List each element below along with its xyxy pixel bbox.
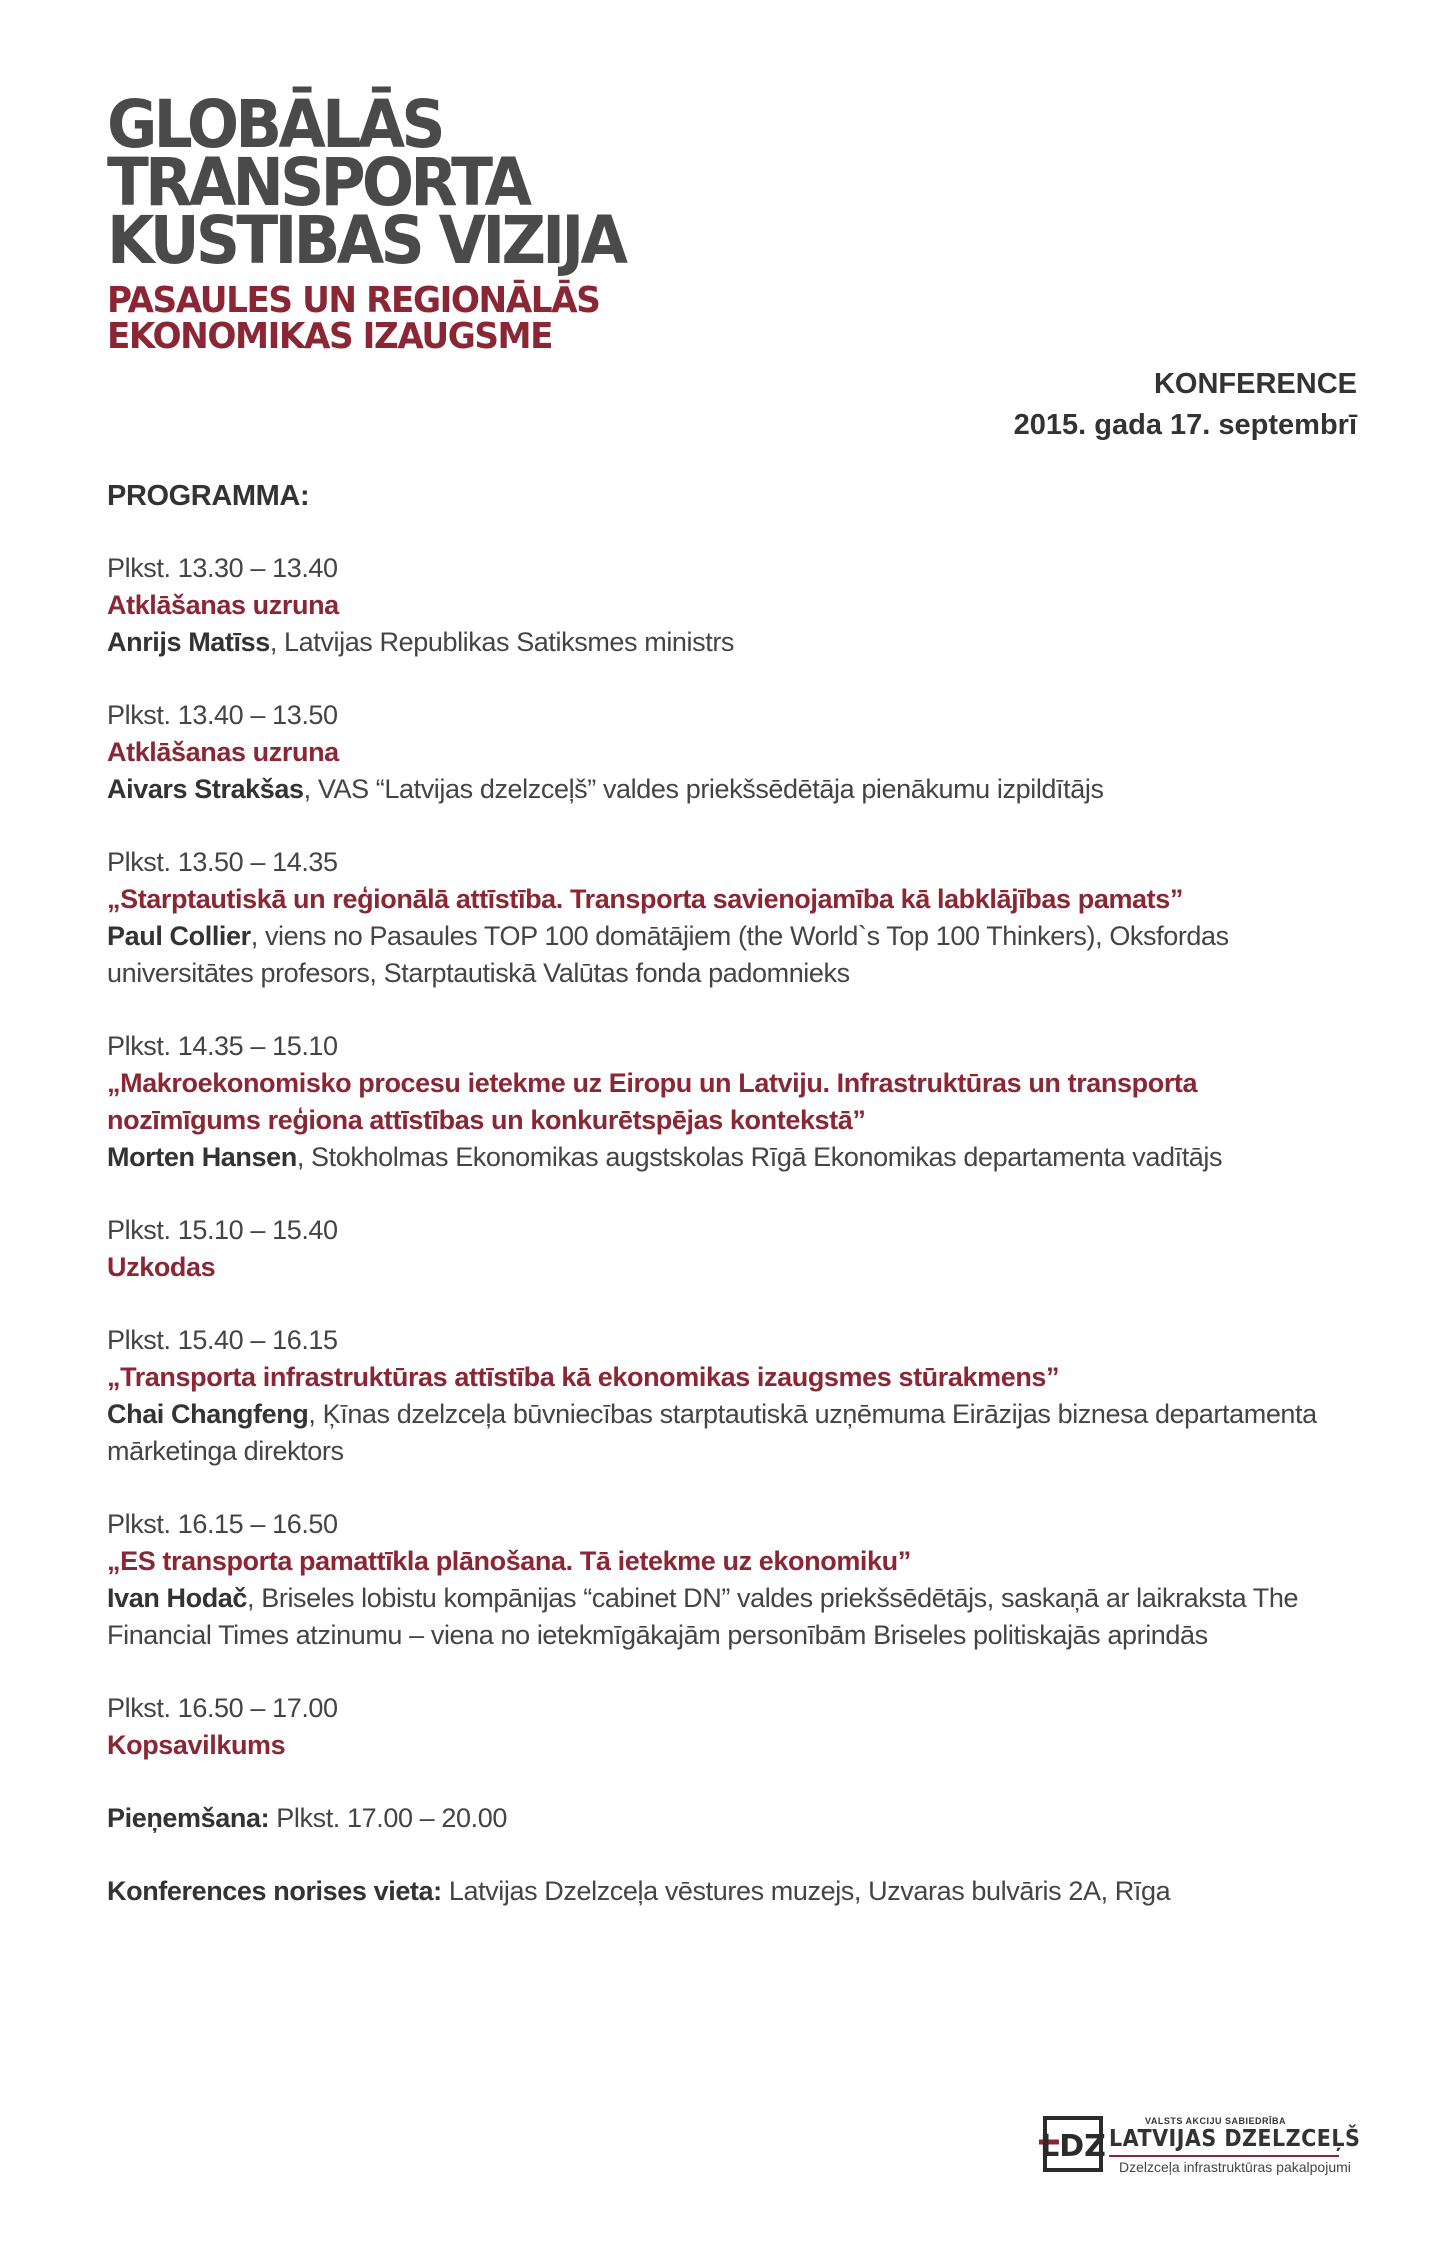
logo-name: LATVIJAS DZELZCEĻŠ (1109, 2126, 1361, 2152)
program-item-topic: „Transporta infrastruktūras attīstība kā ekonomikas izaugsmes stūrakmens” (107, 1362, 1060, 1392)
program-item-time: Plkst. 14.35 – 15.10 (107, 1031, 338, 1061)
speaker-role: , viens no Pasaules TOP 100 domātājiem (the World`s Top 100 Thinkers), Oksfordas universitātes profesors, Starptautiskā Valūtas fonda padomnieks (107, 921, 1229, 988)
company-logo (1037, 2112, 1361, 2180)
program-heading: PROGRAMMA: (107, 480, 310, 512)
reception-value: Plkst. 17.00 – 20.00 (269, 1803, 507, 1833)
logo-mark-text: LDZ (1040, 2129, 1106, 2164)
program-item-time: Plkst. 13.50 – 14.35 (107, 847, 338, 877)
speaker-role: , Stokholmas Ekonomikas augstskolas Rīgā Ekonomikas departamenta vadītājs (296, 1142, 1223, 1172)
program-item-topic: Uzkodas (107, 1252, 216, 1282)
speaker-role: , Briseles lobistu kompānijas “cabinet DN” valdes priekšsēdētājs, saskaņā ar laikraksta The Financial Times atzinumu – viena no ietekmīgākajām personībām Briseles politiskajās aprindās (107, 1583, 1299, 1650)
program-item-time: Plkst. 13.40 – 13.50 (107, 700, 338, 730)
program-item (107, 550, 1357, 661)
subtitle-line-2: EKONOMIKAS IZAUGSME (107, 316, 553, 357)
conference-info (1014, 364, 1357, 446)
program-item-time: Plkst. 15.10 – 15.40 (107, 1215, 338, 1245)
conference-date: 2015. gada 17. septembrī (1013, 409, 1357, 441)
venue-label: Konferences norises vieta: (107, 1876, 442, 1906)
program-item-topic: „Starptautiskā un reģionālā attīstība. Transporta savienojamība kā labklājības pamats” (107, 884, 1183, 914)
program-item-speaker-line (107, 1139, 1357, 1176)
title-line-1: GLOBĀLĀS (107, 86, 442, 163)
speaker-name: Anrijs Matīss (107, 627, 270, 657)
program-item-topic: Kopsavilkums (107, 1730, 286, 1760)
program-item-speaker-line (107, 624, 1357, 661)
reception-line (107, 1800, 1357, 1837)
program-item-time: Plkst. 16.50 – 17.00 (107, 1693, 338, 1723)
title-line-2: TRANSPORTA (107, 144, 529, 221)
program-item-speaker-line (107, 918, 1357, 992)
program-item-topic: Atklāšanas uzruna (107, 737, 339, 767)
program-item-time: Plkst. 13.30 – 13.40 (107, 553, 338, 583)
program-item-speaker-line (107, 771, 1357, 808)
program-item (107, 844, 1357, 992)
ldz-logo-icon (1037, 2112, 1109, 2176)
program-item-topic: „ES transporta pamattīkla plānošana. Tā ietekme uz ekonomiku” (107, 1546, 911, 1576)
program-section (107, 478, 1357, 1946)
speaker-name: Ivan Hodač (107, 1583, 248, 1613)
document-subtitle (107, 280, 600, 357)
document-title (107, 86, 625, 279)
program-item (107, 1212, 1357, 1286)
speaker-name: Morten Hansen (107, 1142, 297, 1172)
program-item (107, 1028, 1357, 1176)
logo-top-text: VALSTS AKCIJU SABIEDRĪBA (1145, 2116, 1287, 2126)
speaker-name: Aivars Strakšas (107, 774, 304, 804)
program-item-speaker-line (107, 1580, 1357, 1654)
program-item (107, 697, 1357, 808)
program-item-topic: Atklāšanas uzruna (107, 590, 339, 620)
program-item (107, 1322, 1357, 1470)
speaker-name: Chai Changfeng (107, 1399, 309, 1429)
logo-divider (1109, 2155, 1339, 2157)
program-item-topic: „Makroekonomisko procesu ietekme uz Eiropu un Latviju. Infrastruktūras un transporta nozīmīgums reģiona attīstības un konkurētspējas kontekstā” (107, 1068, 1198, 1135)
venue-value: Latvijas Dzelzceļa vēstures muzejs, Uzvaras bulvāris 2A, Rīga (441, 1876, 1171, 1906)
speaker-name: Paul Collier (107, 921, 251, 951)
reception-label: Pieņemšana: (107, 1803, 270, 1833)
speaker-role: , Latvijas Republikas Satiksmes ministrs (269, 627, 735, 657)
program-item-time: Plkst. 16.15 – 16.50 (107, 1509, 338, 1539)
logo-subtitle: Dzelzceļa infrastruktūras pakalpojumi (1119, 2159, 1351, 2175)
speaker-role: , VAS “Latvijas dzelzceļš” valdes priekšsēdētāja pienākumu izpildītājs (303, 774, 1104, 804)
venue-line (107, 1873, 1357, 1910)
program-item-time: Plkst. 15.40 – 16.15 (107, 1325, 338, 1355)
subtitle-line-1: PASAULES UN REGIONĀLĀS (107, 280, 600, 321)
program-item (107, 1690, 1357, 1764)
speaker-role: , Ķīnas dzelzceļa būvniecības starptautiskā uzņēmuma Eirāzijas biznesa departamenta mārketinga direktors (107, 1399, 1317, 1466)
program-item (107, 1506, 1357, 1654)
title-line-3: KUSTIBAS VIZIJA (107, 202, 625, 279)
program-list (107, 550, 1357, 1764)
program-item-speaker-line (107, 1396, 1357, 1470)
conference-label: KONFERENCE (1153, 368, 1357, 400)
